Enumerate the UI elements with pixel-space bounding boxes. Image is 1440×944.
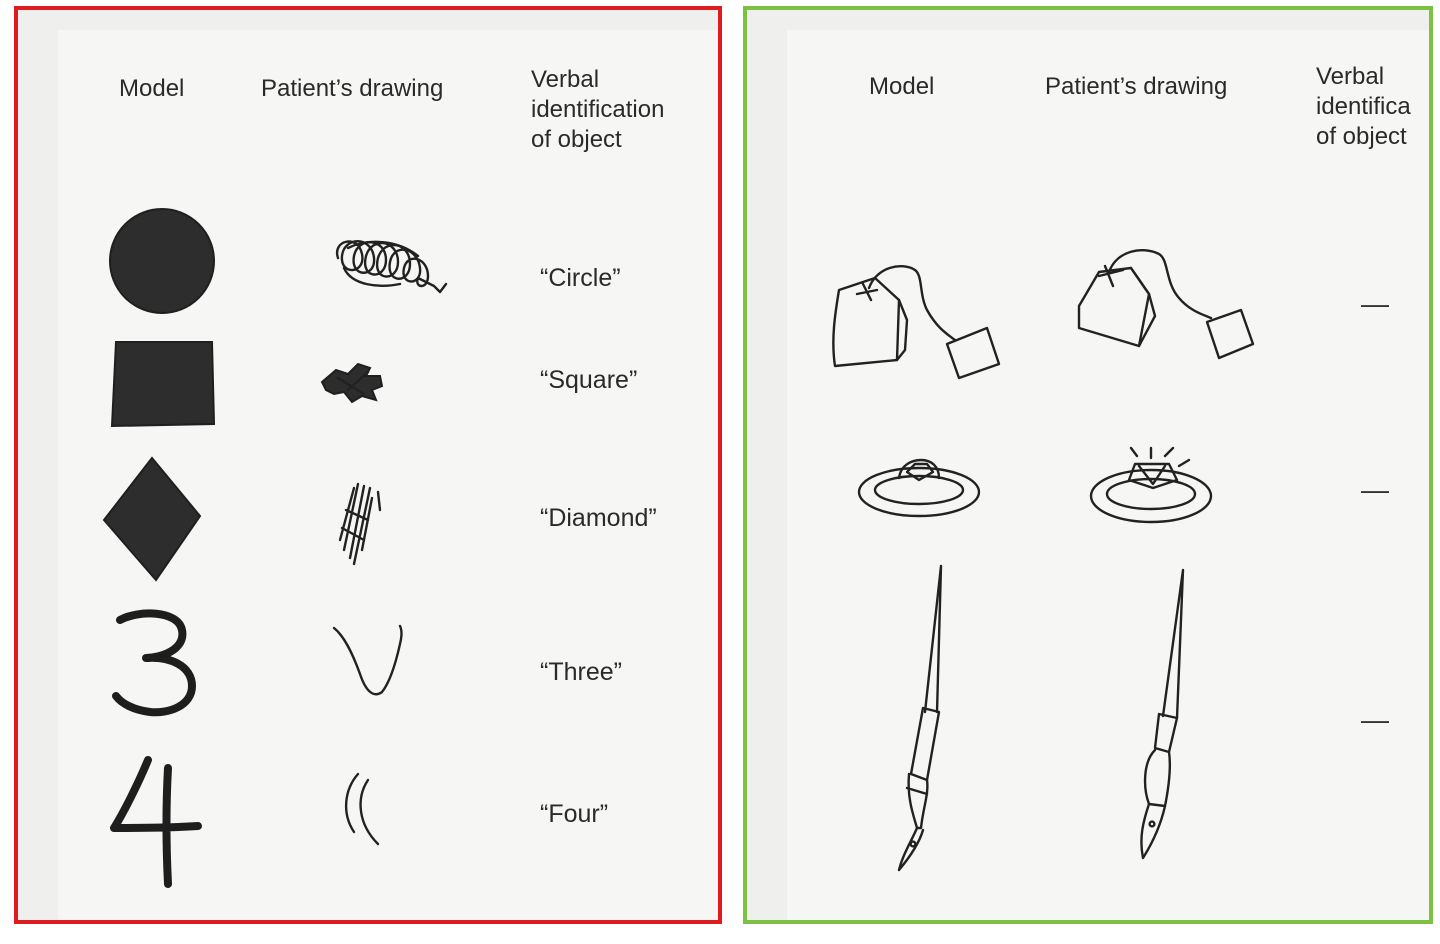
- verbal-circle-label: “Circle”: [540, 264, 621, 292]
- numeral-three-icon: [108, 608, 200, 716]
- verbal-four-label: “Four”: [540, 800, 609, 828]
- right-header-drawing: Patient’s drawing: [1045, 73, 1228, 100]
- numeral-four-icon: [108, 754, 206, 890]
- scribble-coil-icon: [328, 228, 458, 308]
- diamond-ring-drawing-icon: [1085, 444, 1223, 528]
- left-header-drawing: Patient’s drawing: [261, 75, 444, 102]
- verbal-square-label: “Square”: [540, 366, 638, 394]
- verbal-ring-dash: —: [1361, 474, 1389, 505]
- right-panel: [743, 6, 1433, 924]
- fountain-pen-drawing-icon: [1125, 566, 1205, 866]
- filled-circle-icon: [106, 206, 218, 318]
- fountain-pen-model-icon: [877, 562, 957, 878]
- verbal-pen-dash: —: [1361, 704, 1389, 735]
- left-header-verbal: Verbal identification of object: [531, 66, 665, 153]
- filled-square-icon: [108, 336, 218, 430]
- right-header-model: Model: [869, 73, 935, 100]
- filled-diamond-icon: [100, 454, 204, 584]
- tea-bag-model-icon: [827, 260, 1017, 400]
- verbal-diamond-label: “Diamond”: [540, 504, 657, 532]
- scribble-blob-icon: [318, 360, 388, 404]
- left-panel: [14, 6, 722, 924]
- right-header-verbal: Verbal identifica of object: [1316, 63, 1411, 150]
- scribble-v-curve-icon: [330, 622, 410, 702]
- scribble-arcs-icon: [338, 770, 388, 850]
- diamond-ring-model-icon: [855, 454, 983, 522]
- scribble-strokes-icon: [328, 480, 388, 566]
- verbal-teabag-dash: —: [1361, 288, 1389, 319]
- verbal-three-label: “Three”: [540, 658, 622, 686]
- tea-bag-drawing-icon: [1069, 246, 1259, 386]
- left-header-model: Model: [119, 75, 185, 102]
